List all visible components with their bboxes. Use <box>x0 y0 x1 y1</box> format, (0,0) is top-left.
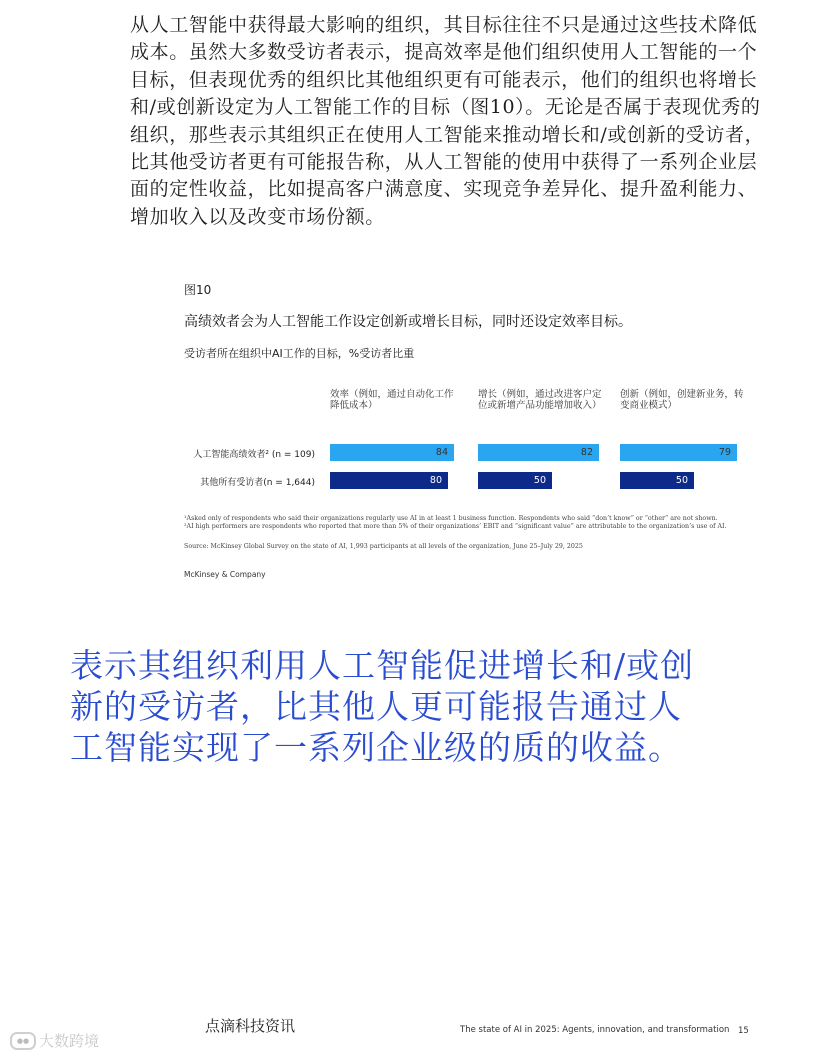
column-header-growth: 增长（例如，通过改进客户定位或新增产品功能增加收入） <box>478 389 602 411</box>
bar-value-label: 50 <box>675 475 688 486</box>
footnote-1: ¹Asked only of respondents who said their organizations regularly use AI in at least 1 business function. Respondents who said “don’t know” or “other” are not shown. <box>184 515 718 522</box>
pull-quote: 表示其组织利用人工智能促进增长和/或创新的受访者，比其他人更可能报告通过人工智能实现了一系列企业级的质的收益。 <box>70 646 695 767</box>
figure-title: 高绩效者会为人工智能工作设定创新或增长目标，同时还设定效率目标。 <box>184 314 632 330</box>
bar-value-label: 82 <box>580 447 593 458</box>
bar-other-growth <box>478 472 552 489</box>
bar-high-performers-growth <box>478 444 599 461</box>
bar-high-performers-efficiency <box>330 444 454 461</box>
bar-high-performers-innovation <box>620 444 737 461</box>
bar-value-label: 50 <box>533 475 546 486</box>
row-label-other-respondents: 其他所有受访者(n = 1,644) <box>200 478 315 488</box>
column-header-innovation: 创新（例如，创建新业务，转变商业模式） <box>620 389 744 411</box>
bar-value-label: 84 <box>435 447 448 458</box>
footnote-2: ²AI high performers are respondents who reported that more than 5% of their organizations’ EBIT and “significant value” are attributable to the organization’s use of AI. <box>184 523 727 530</box>
watermark <box>10 1030 99 1051</box>
figure-label: 图10 <box>184 283 212 297</box>
brand-name: McKinsey & Company <box>184 570 266 579</box>
bar-value-label: 80 <box>429 475 442 486</box>
watermark-text: 大数跨境 <box>39 1032 100 1050</box>
watermark-logo-icon: ●● <box>10 1032 36 1050</box>
source-note: Source: McKinsey Global Survey on the state of AI, 1,993 participants at all levels of the organization, June 25–July 29, 2025 <box>184 543 583 550</box>
row-label-high-performers: 人工智能高绩效者² (n = 109) <box>193 450 315 460</box>
bar-other-efficiency <box>330 472 448 489</box>
column-header-efficiency: 效率（例如，通过自动化工作降低成本） <box>330 389 454 411</box>
figure-subtitle: 受访者所在组织中AI工作的目标，%受访者比重 <box>184 347 415 360</box>
page-number: 15 <box>738 1026 749 1036</box>
footer-source-label: 点滴科技资讯 <box>205 1017 296 1035</box>
bar-value-label: 79 <box>718 447 731 458</box>
body-paragraph: 从人工智能中获得最大影响的组织，其目标往往不只是通过这些技术降低成本。虽然大多数受访者表示，提高效率是他们组织使用人工智能的一个目标，但表现优秀的组织比其他组织更有可能表示，他们的组织也将增长和/或创新设定为人工智能工作的目标（图10）。无论是否属于表现优秀的组织，那些表示其组织正在使用人工智能来推动增长和/或创新的受访者，比其他受访者更有可能报告称，从人工智能的使用中获得了一系列企业层面的定性收益，比如提高客户满意度、实现竞争差异化、提升盈利能力、增加收入以及改变市场份额。 <box>130 14 765 228</box>
footer-report-title: The state of AI in 2025: Agents, innovation, and transformation <box>460 1025 730 1035</box>
bar-other-innovation <box>620 472 694 489</box>
